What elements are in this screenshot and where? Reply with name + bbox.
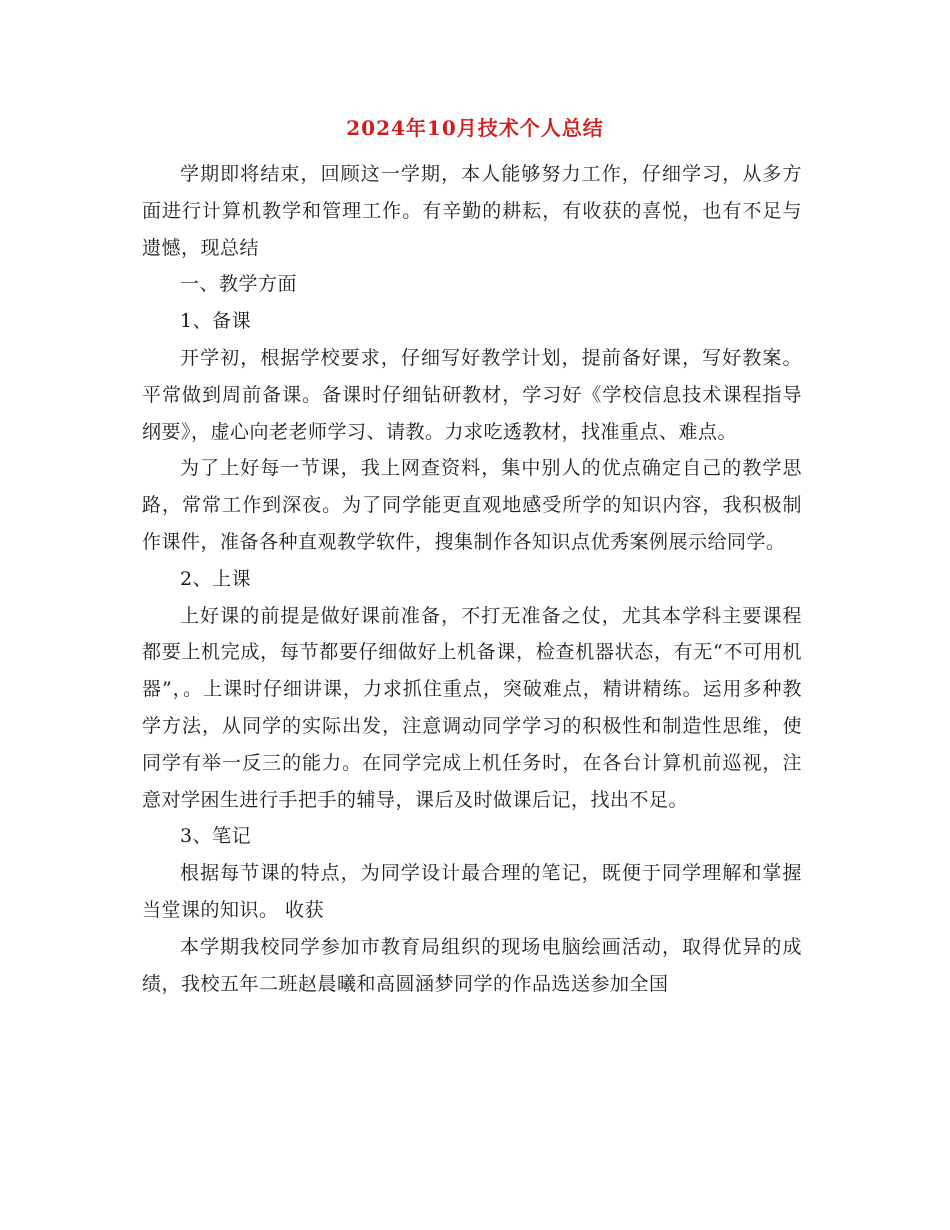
subsection-heading: 1、备课 [180, 310, 252, 333]
subsection-heading: 3、笔记 [180, 825, 252, 848]
paragraph: 学期即将结束，回顾这一学期，本人能够努力工作，仔细学习，从多方面进行计算机教学和管理工作。有辛勤的耕耘，有收获的喜悦，也有不足与遗憾，现总结 [142, 163, 802, 259]
paragraph: 上好课的前提是做好课前准备，不打无准备之仗，尤其本学科主要课程都要上机完成，每节都要仔细做好上机备课，检查机器状态，有无“不可用机器”，。上课时仔细讲课，力求抓住重点，突破难点，精讲精练。运用多种教学方法，从同学的实际出发，注意调动同学学习的积极性和制造性思维，使同学有举一反三的能力。在同学完成上机任务时，在各台计算机前巡视，注意对学困生进行手把手的辅导，课后及时做课后记，找出不足。 [142, 604, 802, 811]
paragraph: 开学初，根据学校要求，仔细写好教学计划，提前备好课，写好教案。平常做到周前备课。备课时仔细钻研教材，学习好《学校信息技术课程指导纲要》，虚心向老老师学习、请教。力求吃透教材，找准重点、难点。 [142, 346, 802, 443]
document-title: 2024年10月技术个人总结 [346, 116, 604, 140]
paragraph: 本学期我校同学参加市教育局组织的现场电脑绘画活动，取得优异的成绩，我校五年二班赵晨曦和高圆涵梦同学的作品选送参加全国 [142, 935, 802, 995]
paragraph: 为了上好每一节课，我上网查资料，集中别人的优点确定自己的教学思路，常常工作到深夜。为了同学能更直观地感受所学的知识内容，我积极制作课件，准备各种直观教学软件，搜集制作各知识点优秀案例展示给同学。 [142, 457, 802, 553]
subsection-heading: 2、上课 [180, 567, 252, 590]
document-body [142, 156, 802, 1002]
section-heading: 一、教学方面 [180, 273, 298, 296]
paragraph: 根据每节课的特点，为同学设计最合理的笔记，既便于同学理解和掌握当堂课的知识。 收获 [142, 862, 802, 921]
